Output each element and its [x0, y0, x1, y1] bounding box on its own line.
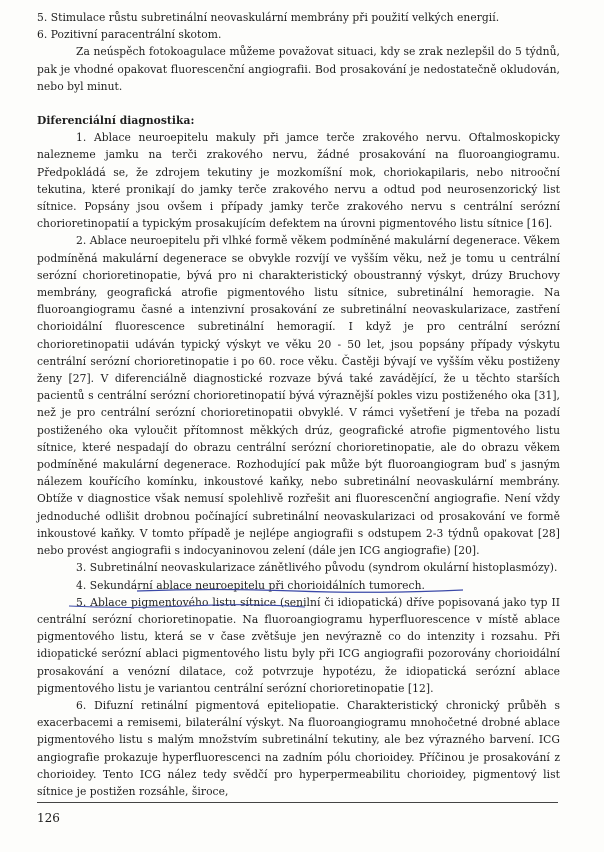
section-heading: Diferenciální diagnostika: [37, 114, 195, 128]
page-body [37, 9, 560, 800]
list-item: 5. Stimulace růstu subretinální neovaskulární membrány při použití velkých energií. [37, 11, 500, 24]
paragraph: Za neúspěch fotokoagulace můžeme považovat situaci, kdy se zrak nezlepšil do 5 týdnů, pak je vhodné opakovat fluorescenční angiografii. Bod prosakování je nedostatečně okludován, nebo byl minut. [37, 45, 560, 93]
paragraph: 1. Ablace neuroepitelu makuly při jamce terče zrakového nervu. Oftalmoskopicky nalezneme jamku na terči zrakového nervu, žádné prosakování na fluoroangiogramu. Předpokládá se, že zdrojem tekutiny je mozkomíšní mok, choriokapilaris, nebo nitrooční tekutina, které pronikají do jamky terče zrakového nervu a odtud pod neurosenzorický list sítnice. Popsány jsou ovšem i případy jamky terče zrakového nervu s centrální serózní chorioretinopatií a typickým prosakujícím defektem na úrovni pigmentového listu sítnice [16]. [37, 131, 560, 231]
paragraph: 6. Difuzní retinální pigmentová epiteliopatie. Charakteristický chronický průběh s exacerbacemi a remisemi, bilaterální výskyt. Na fluoroangiogramu mnohočetné drobné ablace pigmentového listu s malým množstvím subretinální tekutiny, ale bez výrazného barvení. ICG angiografie prokazuje hyperfluorescenci na zadním pólu chorioidey. Příčinou je prosakování z chorioidey. Tento ICG nález tedy svědčí pro hyperpermeabilitu chorioidey, pigmentový list sítnice je postižen rozsáhle, široce, [37, 698, 560, 798]
page-number: 126 [37, 811, 60, 825]
paragraph: 5. Ablace pigmentového listu sítnice (senilní či idiopatická) dříve popisovaná jako typ II centrální serózní chorioretinopatie. Na fluoroangiogramu hyperfluorescence v místě ablace pigmentového listu, která se v čase zvětšuje jen nevýrazně co do intenzity i rozsahu. Při idiopatické serózní ablaci pigmentového listu byly při ICG angiografii pozorovány chorioidální prosakování a venózní dilatace, což potvrzuje hypotézu, že idiopatická serózní ablace pigmentového listu je variantou centrální serózní chorioretinopatie [12]. [37, 595, 560, 695]
paragraph: 2. Ablace neuroepitelu při vlhké formě věkem podmíněné makulární degenerace. Věkem podmíněná makulární degenerace se obvykle rozvíjí ve vyšším věku, než je tomu u centrální serózní chorioretinopatie, bývá pro ni charakteristický oboustranný výskyt, drúzy Bruchovy membrány, geografická atrofie pigmentového listu sítnice, subretinální hemoragie. Na fluoroangiogramu časné a intenzivní prosakování ze subretinální neovaskularizace, zastření chorioidální fluorescence subretinální hemoragií. I když je pro centrální serózní chorioretinopatii udáván typický výskyt ve věku 20 - 50 let, jsou popsány případy výskytu centrální serózní chorioretinopatie i po 60. roce věku. Častěji bývají ve vyšším věku postiženy ženy [27]. V diferenciálně diagnostické rozvaze bývá také zavádějící, že u těchto starších pacientů s centrální serózní chorioretinopatií bývá výraznější pokles vizu postiženého oka [31], než je pro centrální serózní chorioretinopatii obvyklé. V rámci vyšetření je třeba na pozadí postiženého oka vyloučit přítomnost měkkých drúz, geografické atrofie pigmentového listu sítnice, které nespadají do obrazu centrální serózní chorioretinopatie, ale do obrazu věkem podmíněné makulární degenerace. Rozhodující pak může být fluoroangiogram buď s jasným nálezem kouřícího komínku, inkoustové kaňky, nebo subretinální neovaskulární membrány. Obtíže v diagnostice však nemusí spolehlivě rozřešit ani fluorescenční angiografie. Není vždy jednoduché odlišit drobnou počínající subretinální neovaskularizaci od prosakování ve formě inkoustové kaňky. V tomto případě je nejlépe angiografii s odstupem 2-3 týdnů opakovat [28] nebo provést angiografii s indocyaninovou zelení (dále jen ICG angiografie) [20]. [37, 234, 560, 558]
list-item: 6. Pozitivní paracentrální skotom. [37, 28, 222, 42]
paragraph: 4. Sekundární ablace neuroepitelu při chorioidálních tumorech. [76, 578, 425, 592]
paragraph: 3. Subretinální neovaskularizace zánětlivého původu (syndrom okulární histoplasmózy). [76, 561, 558, 575]
footer-rule [37, 802, 558, 803]
